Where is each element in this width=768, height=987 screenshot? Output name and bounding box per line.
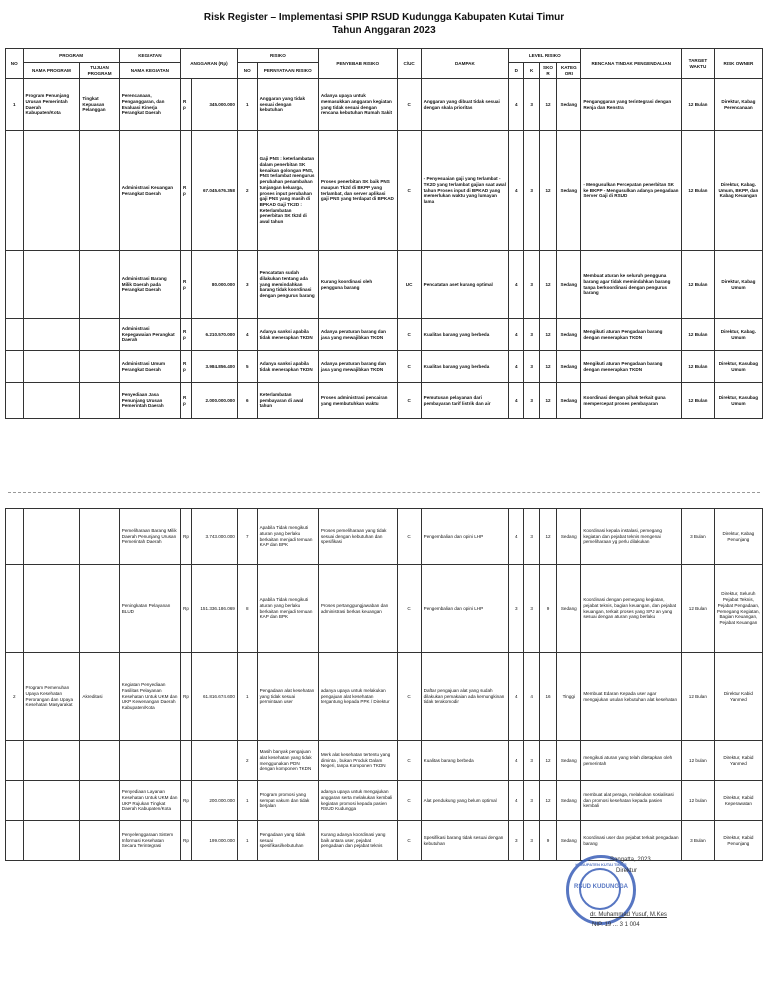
risk-owner: Direktur, Kasubag Umum [714,351,762,383]
signature-role: Direktur [616,868,638,874]
category: Sedang [557,821,581,861]
risk-owner: Direktur, Seluruh Pejabat Teknis, Pejabat Pengadaan, Pemegang Kegiatan, Bagian Keuangan, Pejabat Keuangan [714,565,762,653]
risk-owner: Direktur, Kabid Yanmed [714,741,762,781]
table-row [6,741,763,781]
risk-no: 1 [237,781,257,821]
impact: Alat pendukung yang belum optimal [421,781,509,821]
controllable: C [397,741,421,781]
risk-no: 7 [237,509,257,565]
impact: Pemutusan pelayanan dari pembayaran tarif listrik dan air [421,383,509,419]
risk-owner: Direktur, Kasubag Umum [714,383,762,419]
currency: Rp [181,565,192,653]
risk-no: 6 [237,383,257,419]
currency: Rp [181,781,192,821]
controllable: C [397,79,421,131]
risk-statement: Anggaran yang tidak sesuai dengan kebutuhan [257,79,318,131]
program-name [23,351,80,383]
row-no [6,351,24,383]
row-no [6,509,24,565]
table-row [6,131,763,251]
program-goal [80,565,119,653]
program-name [23,251,80,319]
signature-place-date: Sangatta, 2023 [610,857,651,863]
controllable: C [397,351,421,383]
currency: Rp [181,383,192,419]
impact: Pengembalian dan opini LHP [421,565,509,653]
table-row [6,509,763,565]
budget: 200.000.000 [191,781,237,821]
activity-name: Penyelenggaraan Sistem Informasi Kesehatan Secara Terintegrasi [119,821,180,861]
target-time: 12 Bulan [681,653,714,741]
row-no [6,251,24,319]
program-goal [80,131,119,251]
program-name [23,821,80,861]
score: 12 [539,251,557,319]
row-no [6,383,24,419]
mitigation-plan: Koordinasi dengan pemegang kegiatan, pejabat teknis, bagian keuangan, dan pejabat keuangan, terkait proses yang SPJ an yang sesuai dengan aturan yang berlaku [581,565,682,653]
stamp-outer-text: KABUPATEN KUTAI TIMUR [575,862,627,867]
header-rencana: RENCANA TINDAK PENGENDALIAN [581,49,682,79]
risk-owner: Direktur Kabid Yanmed [714,653,762,741]
program-name: Program Penunjang Urusan Pemerintah Daerah Kabupaten/Kota [23,79,80,131]
risk-statement: Pengadaan alat kesehatan yang tidak sesuai permintaan user [257,653,318,741]
budget: 6.210.570.000 [191,319,237,351]
risk-statement: Masih banyak pengajuan alat kesehatan yang tidak menggunakan PDN dengan komponen TKDN [257,741,318,781]
target-time: 12 Bulan [681,383,714,419]
level-k: 3 [524,351,539,383]
level-k: 3 [524,741,539,781]
category: Sedang [557,131,581,251]
program-goal [80,319,119,351]
score: 12 [539,509,557,565]
header-level: LEVEL RISIKO [509,49,581,63]
category: Sedang [557,79,581,131]
target-time: 12 Bulan [681,319,714,351]
activity-name: Penyediaan Jasa Penunjang Urusan Pemerintah Daerah [119,383,180,419]
budget: 3.984.856.400 [191,351,237,383]
header-d: D [509,63,524,79]
document-title: Risk Register – Implementasi SPIP RSUD Kudungga Kabupaten Kutai Timur [203,12,565,23]
header-no: NO [6,49,24,79]
target-time: 12 Bulan [681,131,714,251]
row-no [6,781,24,821]
risk-cause: Proses pertanggungjawaban dan administrasi berkas keuangan [318,565,397,653]
target-time: 12 bulan [681,741,714,781]
category: Sedang [557,351,581,383]
risk-statement: Apabila Tidak mengikuti aturan yang berlaku berkaitan menjadi temuan KAP dan BPK [257,565,318,653]
risk-register-table-bottom [5,508,763,861]
impact: Daftar pengajuan alat yang sudah dilakukan pemakaian ada kemungkinan tidak terakomodir [421,653,509,741]
currency: Rp [181,319,192,351]
header-risiko-no: NO [237,63,257,79]
currency: Rp [181,351,192,383]
impact: Spesifikasi barang tidak sesuai dengan kebutuhan [421,821,509,861]
category: Sedang [557,251,581,319]
target-time: 3 Bulan [681,821,714,861]
controllable: UC [397,251,421,319]
category: Tinggi [557,653,581,741]
target-time: 12 Bulan [681,565,714,653]
mitigation-plan: Koordinasi dengan pihak terkait guna mempercepat proses pembayaran [581,383,682,419]
level-k: 3 [524,821,539,861]
mitigation-plan: mengikuti aturan yang telah ditetapkan oleh pemerintah [581,741,682,781]
header-program: PROGRAM [23,49,119,63]
mitigation-plan: Membuat aturan ke seluruh pengguna barang agar tidak memindahkan barang tanpa berkoordinasi dengan pengurus barang [581,251,682,319]
level-d: 3 [509,821,524,861]
header-dampak: DAMPAK [421,49,509,79]
row-no: 1 [6,79,24,131]
controllable: C [397,509,421,565]
level-k: 3 [524,509,539,565]
level-d: 4 [509,653,524,741]
risk-statement: Pengadaan yang tidak sesuai spesifikasi/kebutuhan [257,821,318,861]
budget: 61.816.674.600 [191,653,237,741]
currency: Rp [181,821,192,861]
impact: Pencatatan aset kurang optimal [421,251,509,319]
risk-cause: Proses pemeliharaan yang tidak sesuai dengan kebutuhan dan spesifikasi [318,509,397,565]
currency: Rp [181,653,192,741]
score: 12 [539,351,557,383]
header-k: K [524,63,539,79]
activity-name: Administrasi Umum Perangkat Daerah [119,351,180,383]
category: Sedang [557,741,581,781]
program-goal: Tingkat Kepuasan Pelanggan [80,79,119,131]
page-separator [8,492,760,493]
header-pernyataan: PERNYATAAN RISIKO [257,63,318,79]
currency: Rp [181,251,192,319]
currency: Rp [181,509,192,565]
risk-owner: Direktur, Kabag. Umum [714,319,762,351]
activity-name: Penyediaan Layanan Kesehatan Untuk UKM dan UKP Rujukan Tingkat Daerah Kabupaten/Kota [119,781,180,821]
risk-no: 1 [237,79,257,131]
impact: Kualitas barang yang berbeda [421,351,509,383]
program-name: Program Pemenuhan Upaya Kesehatan Perorangan dan Upaya Kesehatan Masyarakat [23,653,80,741]
header-skor: SKOR [539,63,557,79]
risk-no: 2 [237,131,257,251]
level-d: 4 [509,251,524,319]
impact: Anggaran yang dibuat tidak sesuai dengan skala prioritas [421,79,509,131]
controllable: C [397,821,421,861]
risk-cause: Kurang koordinasi oleh pengguna barang [318,251,397,319]
header-penyebab: PENYEBAB RISIKO [318,49,397,79]
controllable: C [397,319,421,351]
program-goal [80,821,119,861]
currency: Rp [181,131,192,251]
risk-no: 2 [237,741,257,781]
budget: 199.000.000 [191,821,237,861]
level-k: 3 [524,79,539,131]
risk-no: 1 [237,653,257,741]
table-row [6,251,763,319]
controllable: C [397,131,421,251]
impact: Pengembalian dan opini LHP [421,509,509,565]
level-d: 3 [509,565,524,653]
program-goal [80,741,119,781]
risk-statement: Apabila Tidak mengikuti aturan yang berlaku berkaitan menjadi temuan KAP dan BPK [257,509,318,565]
risk-cause: Adanya peraturan barang dan jasa yang mewajibkan TKDN [318,319,397,351]
risk-cause: Kurang adanya koordinasi yang baik antara user, pejabat pengadaan dan pejabat teknis [318,821,397,861]
table-row [6,653,763,741]
risk-statement: Program promosi yang sempat vakum dan tidak berjalan [257,781,318,821]
level-d: 4 [509,319,524,351]
target-time: 3 Bulan [681,509,714,565]
budget: 67.045.676.358 [191,131,237,251]
risk-cause: adanya upaya untuk mengajukan anggaran serta melakukan kembali kegiatan promosi kepada pasien RSUD Kudungga [318,781,397,821]
controllable: C [397,383,421,419]
program-name [23,319,80,351]
impact: Kualitas barang berbeda [421,741,509,781]
program-name [23,383,80,419]
risk-owner: Direktur, Kabag Perencanaan [714,79,762,131]
risk-statement: Gaji PNS : keterlambatan dalam penerbitan SK kenaikan golongan PNS, PNS terlambat mengurus perubahan penambahan tunjangan keluarga, proses input perubahan gaji PNS yang masih di BPKAD Gaji TK2D : Keterlambatan penerbitan SK tk2d di awal tahun [257,131,318,251]
activity-name: Perencanaan, Penganggaran, dan Evaluasi Kinerja Perangkat Daerah [119,79,180,131]
level-d: 4 [509,383,524,419]
risk-cause: Adanya peraturan barang dan jasa yang mewajibkan TKDN [318,351,397,383]
risk-no: 4 [237,319,257,351]
signature-nip: NIP. 19 ... 3 1 004 [592,922,640,928]
mitigation-plan: membuat alat peraga, melakukan sosialisasi dan promosi kesehatan kepada pasien kembali [581,781,682,821]
mitigation-plan: - Mengusulkan Percepatan penerbitan SK ke BKPP - Mengusulkan adanya pengadaan Server Gaji di RSUD [581,131,682,251]
score: 16 [539,653,557,741]
table-row [6,319,763,351]
impact: Kualitas barang yang berbeda [421,319,509,351]
table-row [6,821,763,861]
activity-name: Pemeliharaan Barang Milik Daerah Penunjang Urusan Pemerintah Daerah [119,509,180,565]
program-goal [80,351,119,383]
table-row [6,79,763,131]
activity-name: Kegiatan Penyediaan Fasilitas Pelayanan Kesehatan Untuk UKM dan UKP Kewenangan Daerah Kabupaten/Kota [119,653,180,741]
budget: 2.000.000.000 [191,383,237,419]
activity-name: Administrasi Kepegawaian Perangkat Daerah [119,319,180,351]
level-k: 4 [524,653,539,741]
score: 12 [539,781,557,821]
controllable: C [397,565,421,653]
header-kategori: KATEGORI [557,63,581,79]
risk-no: 5 [237,351,257,383]
stamp-text: RSUD KUDUNGGA [574,884,628,890]
impact: - Penyesuaian gaji yang terlambat - TK2D yang terlambat gajian saat awal tahun Proses input di BPKAD yang memerlukan waktu yang lumayan lama [421,131,509,251]
risk-owner: Direktur, Kabag Umum [714,251,762,319]
score: 9 [539,821,557,861]
score: 9 [539,565,557,653]
risk-no: 1 [237,821,257,861]
document-subtitle: Tahun Anggaran 2023 [332,25,436,36]
risk-owner: Direktur, Kabag Penunjang [714,509,762,565]
category: Sedang [557,319,581,351]
budget: 80.000.000 [191,251,237,319]
program-name [23,131,80,251]
risk-register-table-top [5,48,763,419]
table-row [6,781,763,821]
header-target: TARGET WAKTU [681,49,714,79]
header-risiko: RISIKO [237,49,318,63]
budget [191,741,237,781]
risk-cause: adanya upaya untuk melakukan pengajuan alat kesehatan tergantung kepada PPK / Direktur [318,653,397,741]
level-k: 3 [524,565,539,653]
category: Sedang [557,509,581,565]
level-d: 4 [509,781,524,821]
row-no [6,821,24,861]
program-goal: Akreditasi [80,653,119,741]
program-name [23,741,80,781]
header-anggaran: ANGGARAN (Rp) [181,49,238,79]
program-name [23,565,80,653]
mitigation-plan: Koordinasi kepala instalasi, pemegang kegiatan dan pejabat teknis mengenai pemeliharaan yg perlu dilakukan [581,509,682,565]
risk-owner: Direktur, Kabag. Umum, BKPP, dan Kabag Keuangan [714,131,762,251]
program-goal [80,383,119,419]
header-kegiatan: KEGIATAN [119,49,180,63]
controllable: C [397,653,421,741]
score: 12 [539,319,557,351]
controllable: C [397,781,421,821]
target-time: 12 Bulan [681,79,714,131]
level-k: 3 [524,383,539,419]
header-owner: RISK OWNER [714,49,762,79]
mitigation-plan: Penganggaran yang terintegrasi dengan Renja dan Renstra [581,79,682,131]
signature-name: dr. Muhammad Yusuf, M.Kes [590,912,667,918]
level-k: 3 [524,319,539,351]
risk-statement: Keterlambatan pembayaran di awal tahun [257,383,318,419]
table-row [6,383,763,419]
activity-name: Administrasi Keuangan Perangkat Daerah [119,131,180,251]
mitigation-plan: Membuat Edaran Kepada user agar mengajukan usulan kebutuhan alat kesehatan [581,653,682,741]
row-no: 2 [6,653,24,741]
program-goal [80,781,119,821]
risk-owner: Direktur, Kabid Penunjang [714,821,762,861]
risk-statement: Pencatatan sudah dilakukan tentang ada yang memindahkan barang tidak koordinasi dengan pengurus barang [257,251,318,319]
mitigation-plan: Koordinasi user dan pejabat terkait pengadaan barang [581,821,682,861]
risk-cause: Proses administrasi pencairan yang membutuhkan waktu [318,383,397,419]
score: 12 [539,741,557,781]
target-time: 12 bulan [681,781,714,821]
row-no [6,319,24,351]
risk-statement: Adanya sanksi apabila tidak menerapkan TKDN [257,351,318,383]
category: Sedang [557,565,581,653]
header-nama-program: NAMA PROGRAM [23,63,80,79]
level-k: 3 [524,251,539,319]
level-d: 4 [509,131,524,251]
risk-cause: Proses penerbitan SK baik PNS maupun Tk2d di BKPP yang terlambat, dan server aplikasi gaji PNS yang terdapat di BPKAD [318,131,397,251]
table-row [6,351,763,383]
level-d: 4 [509,351,524,383]
activity-name: Administrasi Barang Milik Daerah pada Perangkat Daerah [119,251,180,319]
level-d: 4 [509,509,524,565]
score: 12 [539,79,557,131]
score: 12 [539,383,557,419]
budget: 3.743.000.000 [191,509,237,565]
header-tujuan-program: TUJUAN PROGRAM [80,63,119,79]
risk-no: 3 [237,251,257,319]
budget: 151.336.186.069 [191,565,237,653]
program-goal [80,251,119,319]
currency: Rp [181,79,192,131]
risk-cause: Adanya upaya untuk memasukkan anggaran kegiatan yang tidak sesuai dengan rencana kebutuhan Rumah Sakit [318,79,397,131]
risk-cause: Merk alat kesehatan tertentu yang diminta , bukan Produk Dalam Negeri, tanpa Komponen TKDN [318,741,397,781]
level-d: 4 [509,741,524,781]
row-no [6,565,24,653]
target-time: 12 Bulan [681,251,714,319]
score: 12 [539,131,557,251]
header-cuc: C/UC [397,49,421,79]
table-row [6,565,763,653]
risk-no: 8 [237,565,257,653]
program-goal [80,509,119,565]
category: Sedang [557,383,581,419]
activity-name: Peningkatan Pelayanan BLUD [119,565,180,653]
risk-owner: Direktur, Kabid Keperawatan [714,781,762,821]
currency [181,741,192,781]
level-k: 3 [524,781,539,821]
activity-name [119,741,180,781]
program-name [23,509,80,565]
row-no [6,741,24,781]
level-d: 4 [509,79,524,131]
program-name [23,781,80,821]
mitigation-plan: Mengikuti aturan Pengadaan barang dengan menerapkan TKDN [581,319,682,351]
budget: 345.000.000 [191,79,237,131]
level-k: 3 [524,131,539,251]
risk-statement: Adanya sanksi apabila tidak menerapkan TKDN [257,319,318,351]
row-no [6,131,24,251]
mitigation-plan: Mengikuti aturan Pengadaan barang dengan menerapkan TKDN [581,351,682,383]
header-nama-kegiatan: NAMA KEGIATAN [119,63,180,79]
category: Sedang [557,781,581,821]
target-time: 12 Bulan [681,351,714,383]
